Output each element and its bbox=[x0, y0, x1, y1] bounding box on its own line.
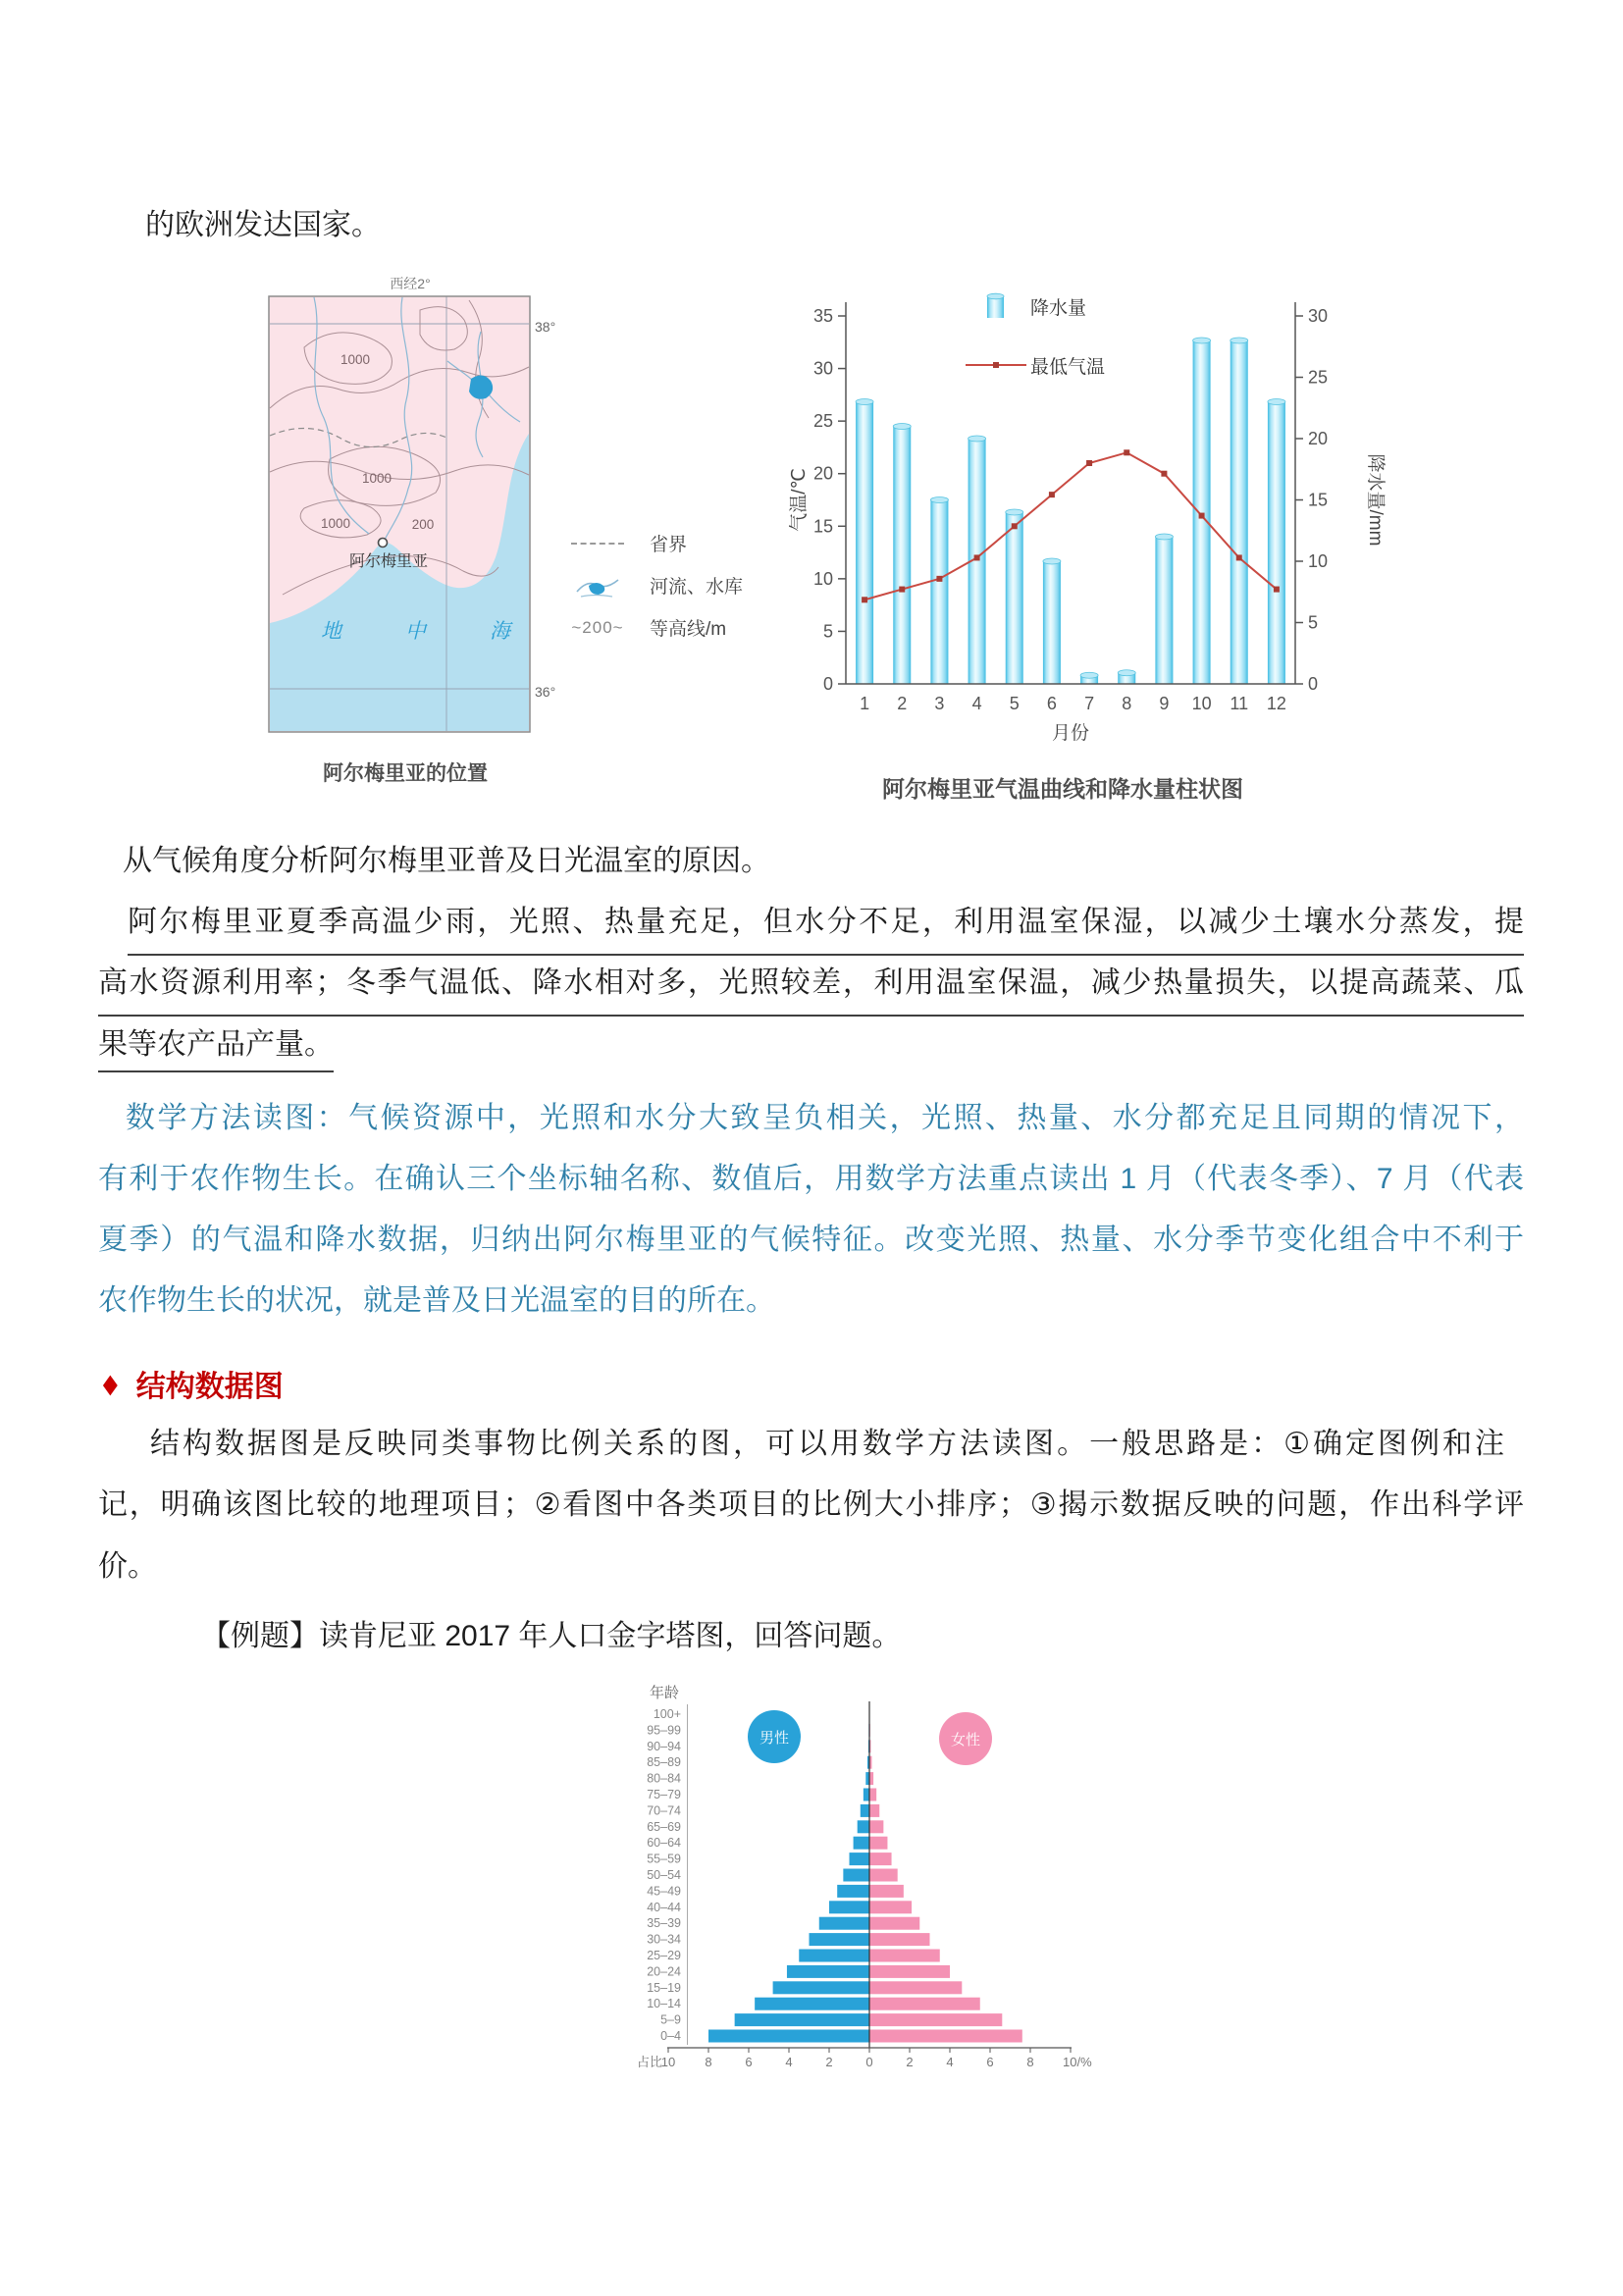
svg-text:5–9: 5–9 bbox=[660, 2012, 681, 2027]
contour-icon: ~200~ bbox=[571, 617, 624, 637]
svg-text:2: 2 bbox=[897, 694, 908, 713]
city-label: 阿尔梅里亚 bbox=[348, 553, 429, 570]
svg-text:1: 1 bbox=[860, 694, 870, 713]
svg-text:12: 12 bbox=[1266, 694, 1286, 713]
svg-text:5: 5 bbox=[822, 621, 833, 642]
diamond-bullet-icon: ◆ bbox=[102, 1368, 118, 1398]
map-legend bbox=[546, 522, 801, 649]
latitude-bottom-label: 36° bbox=[535, 684, 556, 700]
contour-label: 1000 bbox=[320, 516, 351, 531]
legend-label: 等高线/m bbox=[650, 619, 727, 640]
svg-text:9: 9 bbox=[1159, 694, 1170, 713]
svg-text:降水量/mm: 降水量/mm bbox=[1365, 453, 1386, 547]
contour-label: 1000 bbox=[340, 352, 371, 367]
svg-text:0–4: 0–4 bbox=[660, 2029, 681, 2043]
svg-text:女性: 女性 bbox=[950, 1732, 981, 1748]
svg-text:35: 35 bbox=[812, 306, 833, 326]
svg-text:75–79: 75–79 bbox=[647, 1788, 681, 1801]
svg-text:男性: 男性 bbox=[759, 1730, 790, 1747]
svg-text:海: 海 bbox=[490, 620, 510, 643]
svg-text:2: 2 bbox=[825, 2055, 833, 2069]
method-line: 农作物生长的状况，就是普及日光温室的目的所在。 bbox=[98, 1284, 775, 1317]
svg-text:降水量: 降水量 bbox=[1030, 298, 1087, 319]
svg-text:20–24: 20–24 bbox=[647, 1964, 681, 1979]
svg-text:4: 4 bbox=[946, 2055, 954, 2069]
svg-text:60–64: 60–64 bbox=[647, 1836, 681, 1851]
section-line: 记，明确该图比较的地理项目；②看图中各类项目的比例大小排序；③揭示数据反映的问题，作出科学评 bbox=[98, 1488, 1524, 1521]
svg-text:8: 8 bbox=[1026, 2055, 1034, 2069]
pyramid-axis bbox=[637, 2048, 1092, 2069]
svg-text:最低气温: 最低气温 bbox=[1030, 357, 1106, 378]
svg-text:6: 6 bbox=[745, 2055, 753, 2069]
temperature-line bbox=[862, 449, 1280, 602]
age-labels bbox=[647, 1707, 681, 2043]
svg-text:25–29: 25–29 bbox=[647, 1949, 681, 1962]
intro-text: 的欧洲发达国家。 bbox=[145, 209, 381, 241]
svg-text:100+: 100+ bbox=[653, 1707, 681, 1721]
svg-text:10: 10 bbox=[812, 568, 833, 589]
population-pyramid bbox=[599, 1658, 1109, 2090]
svg-text:35–39: 35–39 bbox=[647, 1916, 681, 1931]
method-line: 有利于农作物生长。在确认三个坐标轴名称、数值后，用数学方法重点读出 1 月（代表冬季）、7 月（代表 bbox=[98, 1163, 1524, 1195]
legend-label: 河流、水库 bbox=[650, 577, 744, 598]
climate-chart-caption: 阿尔梅里亚气温曲线和降水量柱状图 bbox=[882, 776, 1243, 802]
section-line: 结构数据图是反映同类事物比例关系的图，可以用数学方法读图。一般思路是：①确定图例和注 bbox=[150, 1428, 1504, 1460]
method-line: 数学方法读图：气候资源中，光照和水分大致呈负相关，光照、热量、水分都充足且同期的情况下， bbox=[126, 1102, 1524, 1134]
svg-text:5: 5 bbox=[1009, 694, 1020, 713]
almeria-location-map bbox=[253, 271, 569, 746]
svg-text:15: 15 bbox=[812, 516, 833, 537]
svg-text:中: 中 bbox=[405, 620, 426, 643]
svg-text:3: 3 bbox=[934, 694, 945, 713]
legend-label: 省界 bbox=[650, 535, 688, 555]
svg-text:95–99: 95–99 bbox=[647, 1723, 681, 1738]
svg-text:20: 20 bbox=[812, 463, 833, 484]
female-legend-badge bbox=[939, 1712, 992, 1765]
svg-text:4: 4 bbox=[971, 694, 982, 713]
svg-text:20: 20 bbox=[1308, 429, 1329, 448]
svg-text:4: 4 bbox=[785, 2055, 793, 2069]
svg-text:7: 7 bbox=[1084, 694, 1095, 713]
svg-text:25: 25 bbox=[1308, 367, 1329, 388]
svg-text:80–84: 80–84 bbox=[647, 1771, 681, 1786]
legend-row-contour bbox=[546, 606, 801, 649]
svg-text:10: 10 bbox=[1308, 551, 1329, 571]
precipitation-bars bbox=[856, 338, 1285, 684]
svg-text:10/%: 10/% bbox=[1063, 2055, 1092, 2069]
svg-text:0: 0 bbox=[822, 674, 833, 694]
example-line: 【例题】读肯尼亚 2017 年人口金字塔图，回答问题。 bbox=[201, 1620, 902, 1652]
svg-text:85–89: 85–89 bbox=[647, 1755, 681, 1770]
svg-text:6: 6 bbox=[1046, 694, 1057, 713]
city-marker bbox=[379, 539, 388, 548]
svg-text:65–69: 65–69 bbox=[647, 1819, 681, 1834]
svg-text:30: 30 bbox=[1308, 306, 1329, 326]
svg-text:气温/℃: 气温/℃ bbox=[789, 468, 810, 532]
contour-label: 200 bbox=[411, 517, 435, 532]
svg-text:15: 15 bbox=[1308, 490, 1329, 510]
province-border-icon bbox=[571, 543, 624, 545]
answer-line: 果等农产品产量。 bbox=[98, 1025, 334, 1072]
method-line: 夏季）的气温和降水数据，归纳出阿尔梅里亚的气候特征。改变光照、热量、水分季节变化组合中不利于 bbox=[98, 1224, 1524, 1256]
svg-text:10–14: 10–14 bbox=[647, 1997, 681, 2011]
svg-text:70–74: 70–74 bbox=[647, 1803, 681, 1818]
svg-text:占比: 占比 bbox=[636, 2055, 663, 2069]
map-longitude-label: 西经2° bbox=[390, 276, 431, 291]
svg-text:6: 6 bbox=[986, 2055, 994, 2069]
svg-text:10: 10 bbox=[1191, 694, 1212, 713]
svg-text:90–94: 90–94 bbox=[647, 1739, 681, 1753]
river-reservoir-icon bbox=[575, 572, 620, 600]
question-line: 从气候角度分析阿尔梅里亚普及日光温室的原因。 bbox=[123, 845, 770, 877]
svg-text:地: 地 bbox=[321, 620, 341, 643]
latitude-top-label: 38° bbox=[535, 319, 556, 335]
svg-text:30–34: 30–34 bbox=[647, 1932, 681, 1947]
svg-text:11: 11 bbox=[1230, 694, 1249, 713]
answer-line: 阿尔梅里亚夏季高温少雨，光照、热量充足，但水分不足，利用温室保湿，以减少土壤水分蒸发，提 bbox=[128, 903, 1524, 956]
svg-text:15–19: 15–19 bbox=[647, 1980, 681, 1995]
male-legend-badge bbox=[748, 1710, 801, 1763]
climate-chart bbox=[785, 267, 1442, 757]
section-heading-text: 结构数据图 bbox=[135, 1371, 284, 1403]
legend-row-province-border bbox=[546, 522, 801, 564]
female-bars bbox=[869, 1708, 1022, 2043]
answer-line: 高水资源利用率；冬季气温低、降水相对多，光照较差，利用温室保温，减少热量损失，以提高蔬菜、瓜 bbox=[98, 964, 1524, 1017]
svg-text:5: 5 bbox=[1308, 612, 1319, 633]
svg-text:0: 0 bbox=[865, 2055, 873, 2069]
age-axis-title: 年龄 bbox=[649, 1685, 679, 1701]
contour-label: 1000 bbox=[361, 471, 393, 486]
svg-text:2: 2 bbox=[906, 2055, 914, 2069]
svg-text:55–59: 55–59 bbox=[647, 1852, 681, 1866]
svg-text:30: 30 bbox=[812, 358, 833, 379]
svg-text:8: 8 bbox=[705, 2055, 712, 2069]
svg-text:8: 8 bbox=[1122, 694, 1132, 713]
svg-text:50–54: 50–54 bbox=[647, 1868, 681, 1882]
svg-text:0: 0 bbox=[1308, 674, 1319, 694]
svg-text:月份: 月份 bbox=[1051, 723, 1090, 744]
svg-text:45–49: 45–49 bbox=[647, 1884, 681, 1899]
section-line: 价。 bbox=[98, 1550, 157, 1583]
svg-text:40–44: 40–44 bbox=[647, 1900, 681, 1914]
legend-row-river-reservoir bbox=[546, 564, 801, 606]
svg-text:10: 10 bbox=[660, 2055, 676, 2069]
svg-text:25: 25 bbox=[812, 411, 833, 432]
climate-legend bbox=[966, 293, 1105, 378]
map-caption: 阿尔梅里亚的位置 bbox=[323, 762, 488, 785]
section-heading bbox=[100, 1362, 284, 1405]
